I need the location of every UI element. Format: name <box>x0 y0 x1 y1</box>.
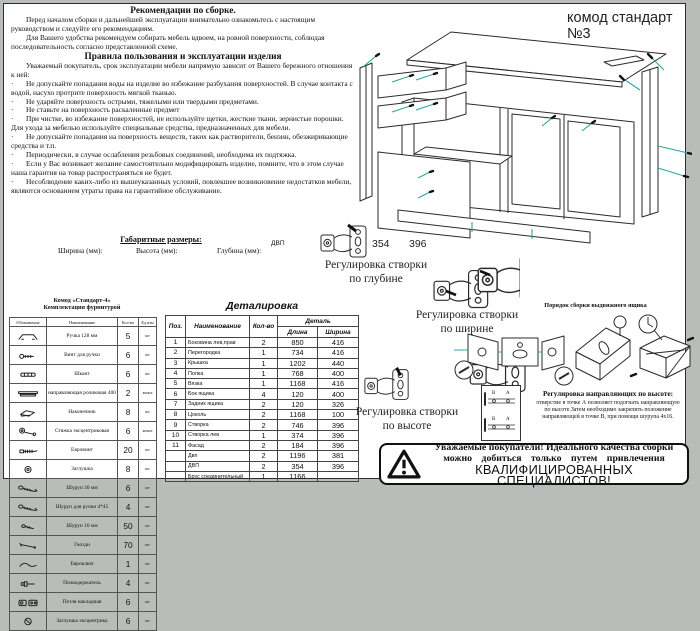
hardware-table-body <box>10 327 157 631</box>
parts-qty-cell: 2 <box>250 399 278 409</box>
parts-qty-cell: 2 <box>250 420 278 430</box>
dvp-height-value: 396 <box>409 238 427 250</box>
hardware-name: Евроключ <box>47 555 118 574</box>
hardware-qty: 6 <box>118 346 139 365</box>
bolt-icon <box>15 351 41 360</box>
parts-table-body <box>166 338 359 482</box>
hardware-qty: 8 <box>118 403 139 422</box>
parts-name-cell: Фасад <box>186 440 250 450</box>
hardware-unit: шт <box>139 498 157 517</box>
hardware-qty: 4 <box>118 498 139 517</box>
instruction-sheet <box>3 3 686 626</box>
hardware-row <box>10 327 157 346</box>
hardware-row <box>10 422 157 441</box>
parts-name-cell: Двп <box>186 451 250 461</box>
hardware-table <box>9 317 157 631</box>
rail-adjust-diagram <box>481 385 521 441</box>
parts-width-cell: 396 <box>318 461 359 471</box>
parts-name-cell: Крышка <box>186 358 250 368</box>
rail-label-b: B <box>492 391 496 396</box>
hardware-name: Заглушка <box>47 460 118 479</box>
rule-item: ·При чистке, во избежание поверхностей, не используйте щетки, жесткие ткани, зернистые порошки. Для ухода за мебелью используйте специальные средства, предназначенных для мебели. <box>11 115 355 133</box>
hardware-unit: компл <box>139 384 157 403</box>
bullet-marker <box>11 106 26 115</box>
hardware-name: Ручка 128 мм <box>47 327 118 346</box>
parts-qty-cell: 1 <box>250 358 278 368</box>
parts-qty-cell: 2 <box>250 440 278 450</box>
parts-width-cell: 400 <box>318 389 359 399</box>
recommendations-title: Рекомендации по сборке. <box>130 6 236 16</box>
parts-width-cell: 400 <box>318 368 359 378</box>
parts-row <box>166 348 359 358</box>
hardware-unit: компл <box>139 422 157 441</box>
parts-qty-cell: 1 <box>250 368 278 378</box>
hardware-unit: шт <box>139 517 157 536</box>
parts-qty-cell: 2 <box>250 451 278 461</box>
hinge-width-diagram <box>424 251 520 309</box>
parts-table <box>165 315 359 482</box>
recommendations-block <box>11 6 355 196</box>
hardware-row <box>10 593 157 612</box>
width-adjust-label: Регулировка створки по ширине <box>415 309 519 335</box>
screw-icon <box>15 503 41 512</box>
parts-col-length: Длина <box>278 327 318 338</box>
hardware-name: Наконечник <box>47 403 118 422</box>
roller-guide-icon <box>15 389 41 398</box>
parts-width-cell <box>318 471 359 481</box>
parts-length-cell: 768 <box>278 368 318 378</box>
hardware-name: Шуруп 30 мм <box>47 479 118 498</box>
exploded-assembly-diagram <box>352 26 692 244</box>
hardware-qty: 6 <box>118 422 139 441</box>
parts-width-cell: 396 <box>318 420 359 430</box>
hardware-col-unit: Ед.изм <box>139 318 157 327</box>
parts-length-cell: 734 <box>278 348 318 358</box>
parts-col-width: Ширина <box>318 327 359 338</box>
hinge-height-diagram <box>362 364 412 406</box>
hardware-row <box>10 536 157 555</box>
hardware-row <box>10 612 157 631</box>
hardware-unit: шт <box>139 441 157 460</box>
parts-row <box>166 420 359 430</box>
rail-label-a: A <box>506 391 510 396</box>
parts-length-cell: 1168 <box>278 410 318 420</box>
hardware-row <box>10 365 157 384</box>
parts-pos-cell: 8 <box>166 410 186 420</box>
hardware-qty: 1 <box>118 555 139 574</box>
page-title: комод стандарт №3 <box>567 10 673 42</box>
hardware-unit: шт <box>139 460 157 479</box>
parts-length-cell: 354 <box>278 461 318 471</box>
hardware-unit: шт <box>139 327 157 346</box>
hardware-unit: шт <box>139 403 157 422</box>
hardware-unit: шт <box>139 555 157 574</box>
parts-pos-cell: 4 <box>166 368 186 378</box>
paragraph: Перед началом сборки и дальнейшей эксплуатации внимательно ознакомьтесь с настоящим руководством и следуйте его рекомендациям. <box>11 14 316 33</box>
drawer-assembly-diagrams <box>424 312 694 396</box>
parts-name-cell: Створка <box>186 420 250 430</box>
parts-pos-cell <box>166 461 186 471</box>
hardware-row <box>10 346 157 365</box>
parts-qty-cell: 1 <box>250 471 278 481</box>
nail-icon <box>15 541 41 550</box>
hex-key-icon <box>15 560 41 569</box>
hardware-name: Заглушка эксцентрика <box>47 612 118 631</box>
parts-row <box>166 379 359 389</box>
rail-label-a2: A <box>506 417 510 422</box>
hardware-qty: 70 <box>118 536 139 555</box>
parts-col-detail: Деталь <box>278 316 359 327</box>
hardware-qty: 6 <box>118 612 139 631</box>
hardware-unit: шт <box>139 536 157 555</box>
rails-adjust-text: отверстие в точке А позволяет подогнать направляющую по высоте.Затем необходимо закрепить положение направляющей в точке В, при помощи шурупа 4х16. <box>536 400 680 421</box>
hardware-qty: 20 <box>118 441 139 460</box>
hardware-unit: шт <box>139 574 157 593</box>
parts-name-cell: Цоколь <box>186 410 250 420</box>
parts-qty-cell: 1 <box>250 430 278 440</box>
rule-item: ·Не допускайте попадания воды на изделие во избежание разбухания поверхностей. В случае контакта с водой, насухо протрите поверхность мягкой тканью. <box>11 80 355 98</box>
parts-length-cell: 184 <box>278 440 318 450</box>
parts-name-cell: Брус соединительный <box>186 471 250 481</box>
hardware-qty: 6 <box>118 365 139 384</box>
parts-row <box>166 430 359 440</box>
parts-row <box>166 399 359 409</box>
hardware-name: Стяжка эксцентриковая <box>47 422 118 441</box>
height-label: Высота (мм): <box>136 246 178 255</box>
parts-row <box>166 451 359 461</box>
hardware-qty: 4 <box>118 574 139 593</box>
hardware-qty: 50 <box>118 517 139 536</box>
parts-width-cell: 416 <box>318 338 359 348</box>
bullet-marker <box>11 98 26 107</box>
hardware-unit: шт <box>139 365 157 384</box>
parts-width-cell: 381 <box>318 451 359 461</box>
parts-length-cell: 1196 <box>278 451 318 461</box>
hardware-qty: 5 <box>118 327 139 346</box>
parts-length-cell: 850 <box>278 338 318 348</box>
parts-qty-cell: 2 <box>250 338 278 348</box>
parts-row <box>166 338 359 348</box>
parts-pos-cell: 9 <box>166 420 186 430</box>
parts-name-cell: Створка лев <box>186 430 250 440</box>
hardware-unit: шт <box>139 593 157 612</box>
parts-name-cell: Бок ящика <box>186 389 250 399</box>
hardware-name: Евровинт <box>47 441 118 460</box>
parts-title: Деталировка <box>226 300 299 312</box>
euro-screw-icon <box>15 446 41 455</box>
height-adjust-label: Регулировка створки по высоте <box>355 406 459 432</box>
parts-col-pos: Поз. <box>166 316 186 338</box>
hardware-qty: 8 <box>118 460 139 479</box>
parts-length-cell: 120 <box>278 399 318 409</box>
parts-pos-cell: 3 <box>166 358 186 368</box>
parts-length-cell: 374 <box>278 430 318 440</box>
parts-pos-cell: 6 <box>166 389 186 399</box>
rule-item: ·Несоблюдение каких-либо из вышеуказанных условий, повлекшее возникновение недостатков мебели, являются основанием утраты права на гарантийное обслуживание. <box>11 178 355 196</box>
hardware-name: Шуруп 16 мм <box>47 517 118 536</box>
warning-text: Уважаемые покупатели! Идеального качества сборки можно добиться только путем привлечения КВАЛИФИЦИРОВАННЫХ СПЕЦИАЛИСТОВ! <box>434 442 674 488</box>
screw-icon <box>15 484 41 493</box>
rails-adjust-title: Регулировка направляющих по высоте: <box>542 390 674 398</box>
parts-qty-cell: 1 <box>250 379 278 389</box>
hardware-name: Петля накладная <box>47 593 118 612</box>
dimensions-title: Габаритные размеры: <box>120 235 202 244</box>
hardware-qty: 2 <box>118 384 139 403</box>
hardware-unit: шт <box>139 346 157 365</box>
parts-pos-cell: 7 <box>166 399 186 409</box>
warning-box <box>379 442 689 488</box>
hardware-row <box>10 403 157 422</box>
shelf-support-icon <box>15 579 41 588</box>
screw-small-icon <box>15 522 41 531</box>
plug-icon <box>15 465 41 474</box>
parts-length-cell: 1168 <box>278 379 318 389</box>
dowel-icon <box>15 370 41 379</box>
parts-row <box>166 471 359 481</box>
warning-triangle-icon <box>387 449 421 479</box>
paragraph: Для Вашего удобства рекомендуем собирать мебель вдвоем, на ровной поверхности, соблюдая последовательность согласно представленной схеме. <box>11 32 325 51</box>
dvp-label: ДВП <box>271 240 285 247</box>
parts-qty-cell: 4 <box>250 389 278 399</box>
hardware-row <box>10 517 157 536</box>
hardware-title: Комод «Стандарт-4» Комплектация фурнитурой <box>43 297 121 312</box>
parts-width-cell: 100 <box>318 410 359 420</box>
parts-pos-cell <box>166 451 186 461</box>
parts-width-cell: 440 <box>318 358 359 368</box>
parts-pos-cell: 1 <box>166 338 186 348</box>
parts-length-cell: 746 <box>278 420 318 430</box>
rules-title: Правила пользования и эксплуатации изделия <box>84 51 282 62</box>
hardware-col-designation: Обозначение <box>10 318 47 327</box>
rules-intro: Уважаемый покупатель, срок эксплуатации мебели напрямую зависит от Вашего бережного отношения к ней: <box>11 60 353 79</box>
hardware-row <box>10 441 157 460</box>
parts-qty-cell: 2 <box>250 461 278 471</box>
parts-pos-cell: 11 <box>166 440 186 450</box>
hardware-name: Гвозди <box>47 536 118 555</box>
hardware-name: Полкодержатель <box>47 574 118 593</box>
parts-pos-cell <box>166 471 186 481</box>
hinge-depth-diagram <box>318 223 370 261</box>
rule-item: ·Не допускайте попадания на поверхность веществ, таких как растворители, бензин, обезжиривающие средства и т.п. <box>11 133 355 151</box>
parts-name-cell: Полка <box>186 368 250 378</box>
hardware-col-qty: Кол-во <box>118 318 139 327</box>
parts-length-cell: 1202 <box>278 358 318 368</box>
eccentric-cap-icon <box>15 617 41 626</box>
handle-icon <box>15 332 41 341</box>
parts-name-cell: Вязка <box>186 379 250 389</box>
hardware-col-name: Наименование <box>47 318 118 327</box>
hardware-row <box>10 498 157 517</box>
parts-pos-cell: 5 <box>166 379 186 389</box>
hardware-unit: шт <box>139 612 157 631</box>
parts-col-name: Наименование <box>186 316 250 338</box>
parts-col-qty: Кол-во <box>250 316 278 338</box>
parts-row <box>166 440 359 450</box>
parts-width-cell: 396 <box>318 440 359 450</box>
parts-row <box>166 368 359 378</box>
hardware-qty: 6 <box>118 479 139 498</box>
parts-width-cell: 396 <box>318 430 359 440</box>
rule-item: ·Если у Вас возникает желание самостоятельно модифицировать изделие, помните, что в этом случае наша гарантия на товар распространяться не будет. <box>11 160 355 178</box>
drawer-order-title: Порядок сборки выдвижного ящика <box>544 302 647 309</box>
hardware-row <box>10 574 157 593</box>
parts-length-cell: 120 <box>278 389 318 399</box>
parts-length-cell: 1166 <box>278 471 318 481</box>
hardware-row <box>10 479 157 498</box>
hardware-name: направляющая роликовая 400 <box>47 384 118 403</box>
width-label: Ширина (мм): <box>58 246 103 255</box>
parts-qty-cell: 2 <box>250 410 278 420</box>
parts-name-cell: Боковина лев,прав <box>186 338 250 348</box>
bullet-marker <box>11 151 26 160</box>
depth-label: Глубина (мм): <box>217 246 262 255</box>
hardware-row <box>10 555 157 574</box>
hardware-name: Шуруп для ручки 4*45 <box>47 498 118 517</box>
parts-name-cell: Задник ящика <box>186 399 250 409</box>
eccentric-tie-icon <box>15 427 41 436</box>
hinge-icon <box>15 598 41 607</box>
rule-item: ·Периодически, в случае ослабления резьбовых соединений, необходима их подтяжка. <box>11 151 355 160</box>
hardware-row <box>10 384 157 403</box>
hardware-row <box>10 460 157 479</box>
parts-width-cell: 326 <box>318 399 359 409</box>
rail-label-b2: B <box>492 417 496 422</box>
parts-pos-cell: 10 <box>166 430 186 440</box>
parts-row <box>166 410 359 420</box>
hardware-unit: шт <box>139 479 157 498</box>
rule-item: ·Не ударяйте поверхность острыми, тяжелыми или твердыми предметами. <box>11 98 355 107</box>
depth-adjust-label: Регулировка створки по глубине <box>324 259 428 285</box>
parts-pos-cell: 2 <box>166 348 186 358</box>
parts-qty-cell: 1 <box>250 348 278 358</box>
parts-row <box>166 358 359 368</box>
parts-name-cell: Перегородка <box>186 348 250 358</box>
dvp-width-value: 354 <box>372 238 390 250</box>
parts-width-cell: 416 <box>318 348 359 358</box>
rule-item: ·Не ставьте на поверхность раскаленные предмет <box>11 106 355 115</box>
parts-row <box>166 461 359 471</box>
hardware-qty: 6 <box>118 593 139 612</box>
parts-width-cell: 416 <box>318 379 359 389</box>
hardware-name: Винт для ручки <box>47 346 118 365</box>
parts-row <box>166 389 359 399</box>
parts-name-cell: ДВП <box>186 461 250 471</box>
hardware-name: Шкант <box>47 365 118 384</box>
end-cap-icon <box>15 408 41 417</box>
